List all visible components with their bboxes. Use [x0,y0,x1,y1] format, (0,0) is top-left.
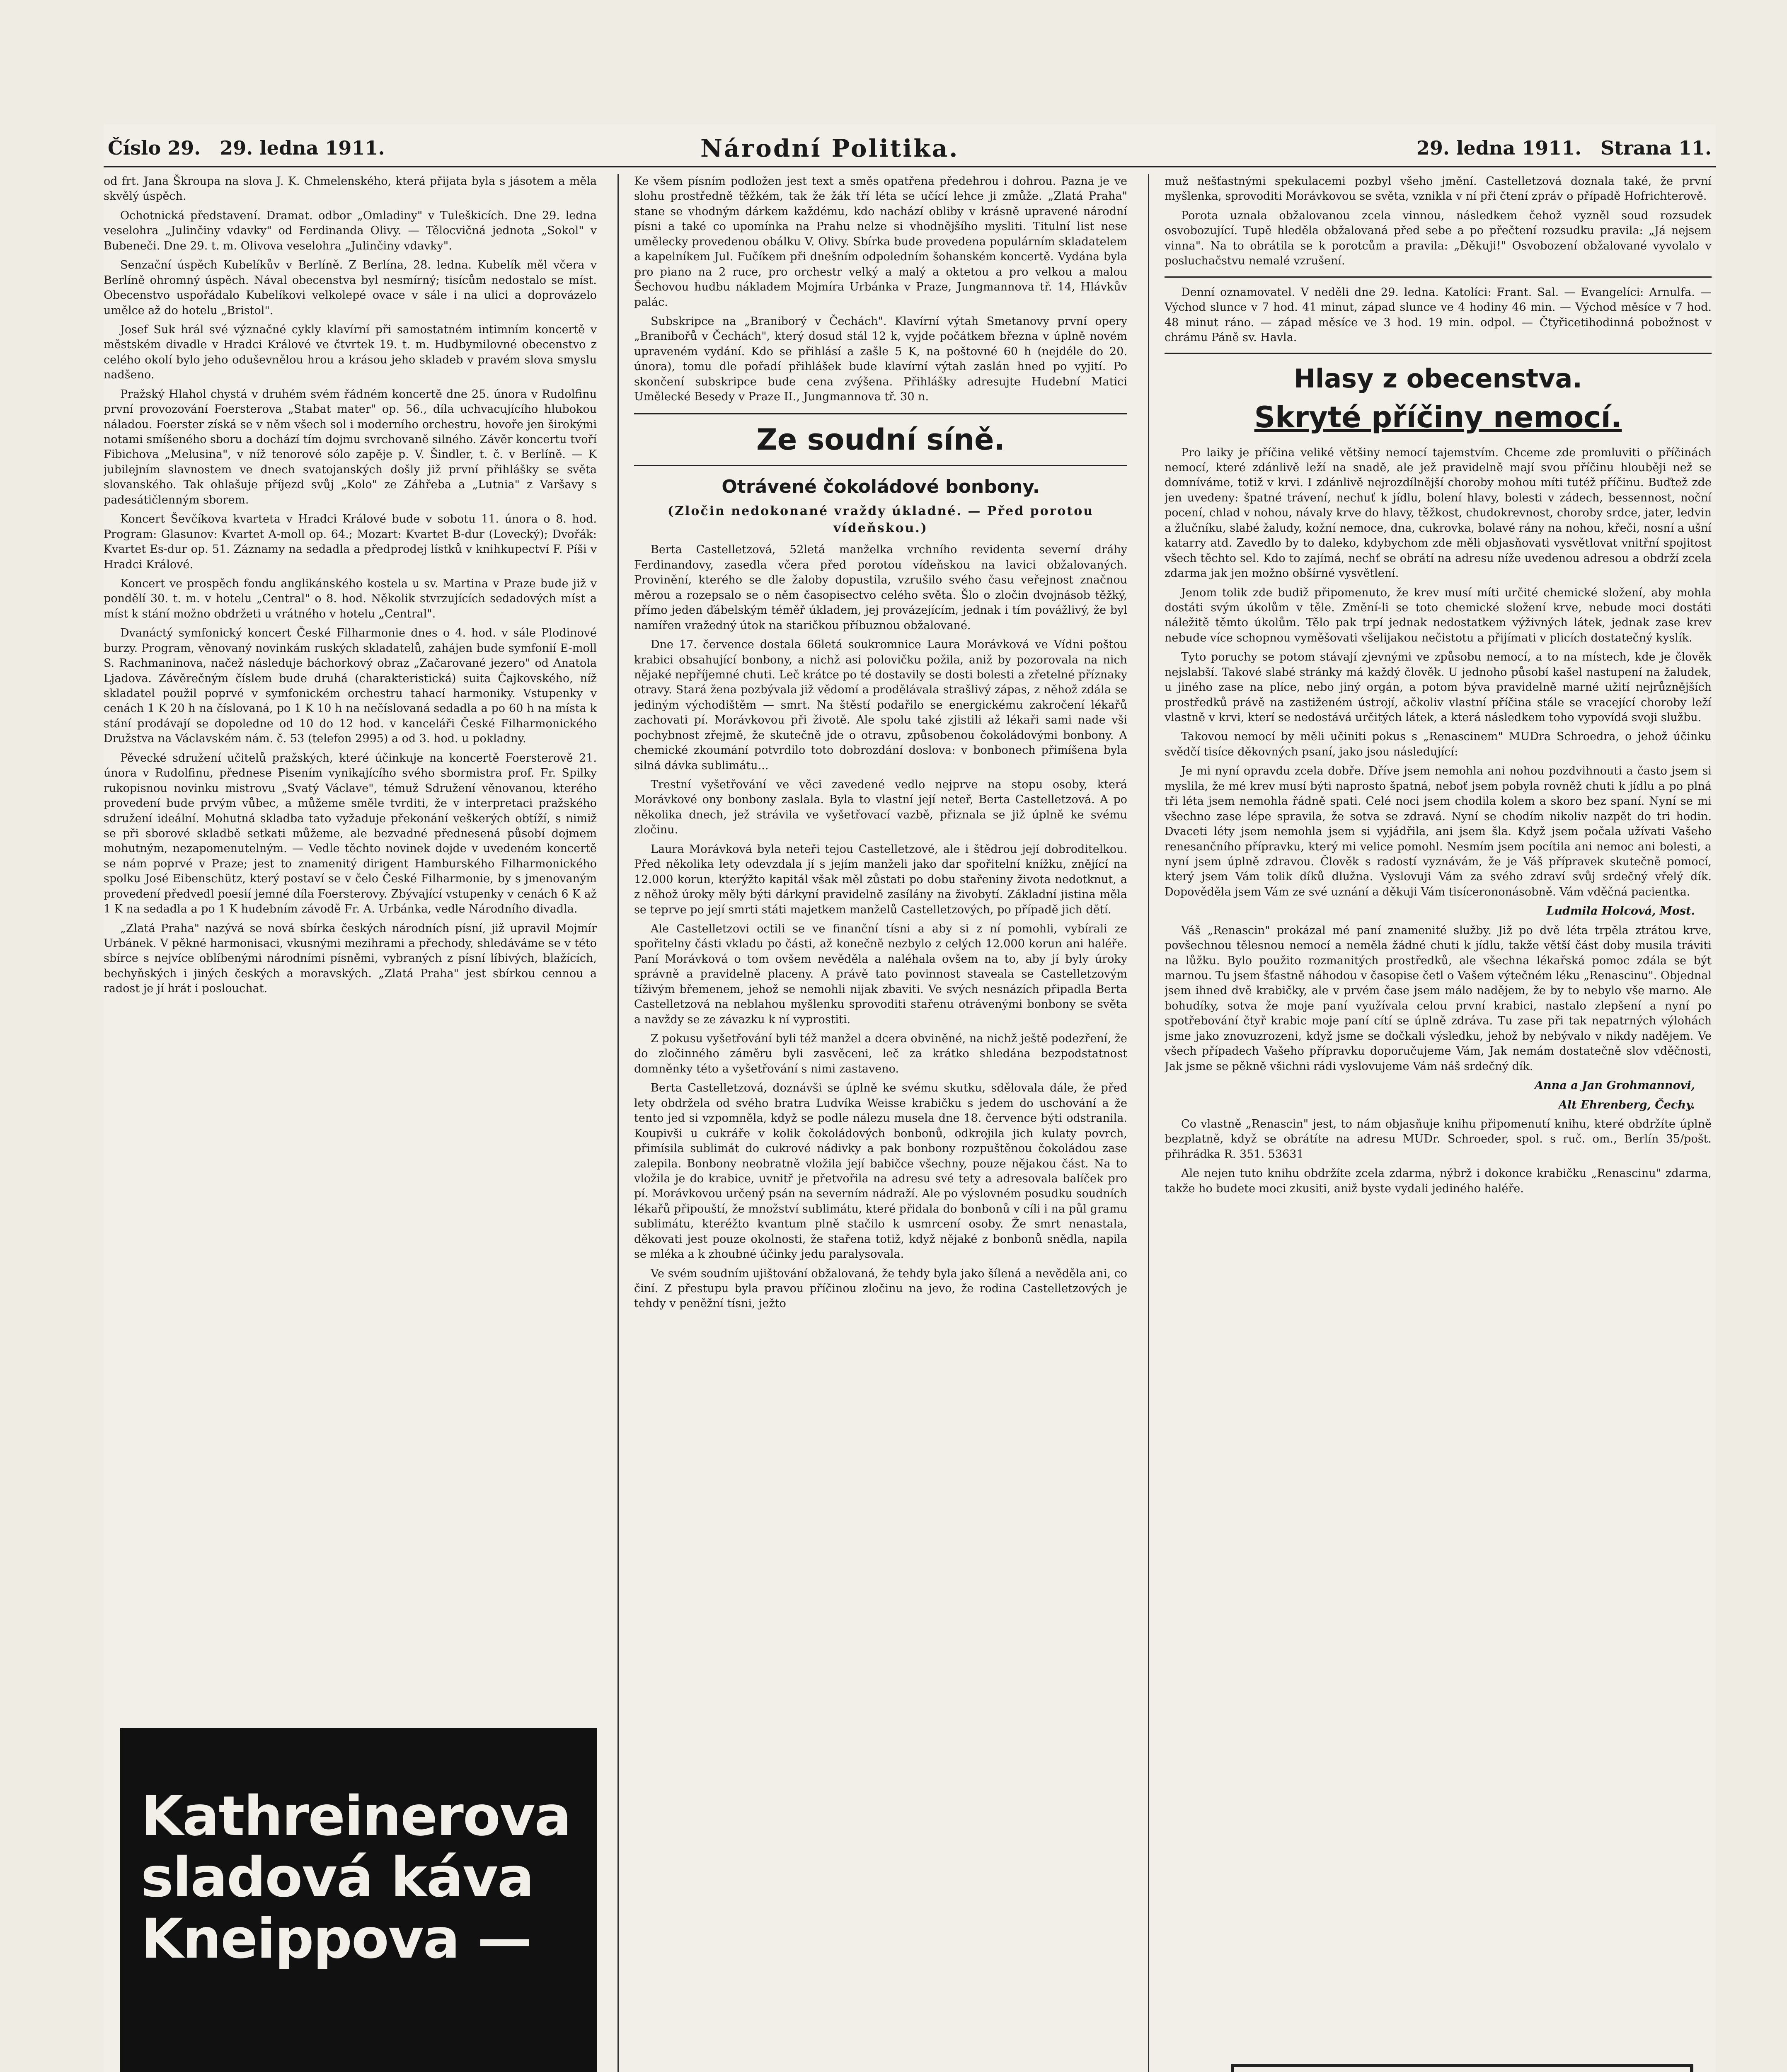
article-text: Z pokusu vyšetřování byli též manžel a dcera obviněné, na nichž ještě podezření, že do zločinného záměru byli zasvěceni, leč za krátko shledána bezpodstatnost domněnky této a vyšetřování s nimi zastaveno. [634,1032,1127,1075]
article-text: Ale nejen tuto knihu obdržíte zcela zdarma, nýbrž i dokonce krabičku „Renascinu" zdarma, takže ho budete moci zkusiti, aniž byste vydali jediného haléře. [1165,1167,1712,1195]
ad-line: sladová káva [141,1845,534,1910]
issue-date: 29. ledna 1911. [220,137,385,159]
ad-line: Kathreinerova [141,1784,571,1848]
article-text: Trestní vyšetřování ve věci zavedené vedlo nejprve na stopu osoby, která Morávkové ony bonbony zaslala. Byla to vlastní její neteř, Berta Castelletzová. A po několika dnech, jež strávila ve vyšetřovací vazbě, přiznala se již úplně ke svému zločinu. [634,778,1127,837]
article-text: Pražský Hlahol chystá v druhém svém řádném koncertě dne 25. února v Rudolfinu první provozování Foersterova „Stabat mater" op. 56., díla uchvacujícího hlubokou náladou. Foerster získá se v něm všech sol i moderního orchestru, hovoře jen širokými notami smíšeného sboru a dochází tím dojmu svrchovaně silného. Závěr koncertu tvoří Fibichova „Melusina", v níž tenorové sólo zapěje p. V. Šindler, t. č. v Berlíně. — K jubilejním slavnostem ve dnech svatojanských došly již první přihlášky se světa slovanského. Tak ohlašuje příjezd svůj „Kolo" ze Záhřeba a „Lutnia" z Varšavy s padesátičlenným sborem. [104,387,597,506]
article-text: Ochotnická představení. Dramat. odbor „Omladiny" v Tuleškicích. Dne 29. ledna veselohra „Julinčiny vdavky" od Ferdinanda Olivy. — Tělocvičná jednota „Sokol" v Bubeneči. Dne 29. t. m. Olivova veselohra „Julinčiny vdavky". [104,209,597,252]
article-text: Koncert Ševčíkova kvarteta v Hradci Králové bude v sobotu 11. února o 8. hod. Program: Glasunov: Kvartet A-moll op. 64.; Mozart: Kvartet B-dur (Lovecký); Dvořák: Kvartet Es-dur op. 51. Záznamy na sedadla a předprodej lístků v knihkupectví F. Píši v Hradci Králové. [104,513,597,571]
article-text: Váš „Renascin" prokázal mé paní znamenité služby. Již po dvě léta trpěla ztrátou krve, povšechnou tělesnou nemocí a neměla žádné chuti k jídlu, takže větší část doby musila tráviti na lůžku. Bylo použito rozmanitých prostředků, ale všechna lékařská pomoc zdála se být marnou. Tu jsem šťastně náhodou v časopise četl o Vašem výtečném léku „Renascinu". Objednal jsem ihned dvě krabičky, ale v prvém čase jsem málo nadějem, že by to nebylo vše marno. Ale bohudíky, sotva že moje paní využívala celou první krabici, nastalo zlepšení a nyní po spotřebování čtyř krabic moje paní cítí se úplně zdráva. Tu zase při tak nepatrných výlohách jsme jako znovuzrozeni, když jsme se dočkali výsledku, jehož by nebývalo v nikdy nadějem. Ve všech případech Vašeho přípravku doporučujeme Vám, Jak nemám dostatečně slov vděčnosti, Jak jsme se pěkně všichni rádi vyslovujeme Vám náš srdečný dík. [1165,924,1712,1073]
article-text: Pěvecké sdružení učitelů pražských, které účinkuje na koncertě Foersterově 21. února v Rudolfinu, přednese Pisením vynikajícího svého sbormistra prof. Fr. Spilky rukopisnou novinku mistrovu „Svatý Václave", témuž Sdružení věnovanou, kterého provedení bude prvým vůbec, a můžeme směle tvrditi, že v interpretaci pražského sdružení ideální. Mohutná skladba tato vyžaduje překonání veškerých obtíží, s nimiž se při sborové skladbě setkati můžeme, ale bezvadné přednesená působí dojmem mohutným, nezapomenutelným. — Vedle těchto novinek dojde v uvedeném koncertě se nám poprvé v Praze; jest to znamenitý dirigent Hamburského Filharmonického spolku José Eibenschütz, který postaví se v čelo České Filharmonie, by s jmenovaným provedení předvedl poesií jemné díla Foersterovy. Zbývající vstupenky v cenách 6 K až 1 K na sedadla a po 1 K hudebním závodě Fr. A. Urbánka, vedle Národního divadla. [104,751,597,916]
masthead: Národní Politika. [700,134,959,162]
article-text: muž nešťastnými spekulacemi pozbyl všeho jmění. Castelletzová doznala také, že první myšlenka, sprovoditi Morávkovou se světa, vznikla v ní při čtení zpráv o případě Hofrichterově. [1165,175,1712,203]
article-text: Senzační úspěch Kubelíkův v Berlíně. Z Berlína, 28. ledna. Kubelík měl včera v Berlíně ohromný úspěch. Nával obecenstva byl nesmírný; tisícům nedostalo se míst. Obecenstvo uspořádalo Kubelíkovi velkolepé ovace v sále i na ulici a doprovázelo umělce až do hotelu „Bristol". [104,259,597,317]
newspaper-page [104,124,1716,2072]
article-subheadline: (Zločin nedokonané vraždy úkladné. — Před porotou vídeňskou.) [667,504,1094,535]
article-text: Dne 17. července dostala 66letá soukromnice Laura Morávková ve Vídni poštou krabici obsahující bonbony, a nichž asi polovičku požila, aniž by pozorovala na nich nějaké nepříjemné chuti. Leč krátce po té dostavily se dosti bolesti a zřetelné příznaky otravy. Stará žena pozbývala již vědomí a prodělávala strašlivý zápas, z něhož zdála se jediným východištěm — smrt. Na štěstí podařilo se energickému zakročení lékařů zachovati pí. Morávkovou při životě. Ale spolu také zjistili až lékaři sami nade vši pochybnost zřejmě, že skutečně jde o otravu, způsobenou čokoládovými bonbony. A chemické zkoumání potvrdilo toto dobrozdání doslova: v bonbonech přimíšena byla silná dávka sublimátu... [634,638,1127,772]
article-text: Subskripce na „Braniborý v Čechách". Klavírní výtah Smetanovy první opery „Branibořů v Čechách", který dosud stál 12 k, vyjde počátkem března v úplně novém upraveném vydání. Kdo se přihlásí a zašle 5 K, na poštovné 60 h (nejdéle do 20. února), tomu dle pořadí přihlášek bude klavírní výtah zaslán hned po vyjití. Po skončení subskripce bude cena zvýšena. Přihlášky adresujte Hudební Matici Umělecké Besedy v Praze II., Jungmannova tř. 30 n. [634,315,1127,404]
divider [1165,353,1712,354]
header-left [108,137,385,159]
signature: Alt Ehrenberg, Čechy. [1558,1098,1695,1111]
article-text: Koncert ve prospěch fondu anglikánského kostela u sv. Martina v Praze bude již v pondělí 30. t. m. v hotelu „Central" o 8. hod. Několik stvrzujících sedadových míst a míst k stání možno obdržeti u vrátného v hotelu „Central". [104,577,597,620]
column-2 [634,174,1127,2072]
article-text: Co vlastně „Renascin" jest, to nám objasňuje knihu připomenutí knihu, které obdržíte úplně bezplatně, když se obrátíte na adresu MUDr. Schroeder, spol. s ruč. om., Berlín 35/pošt. přihrádka R. 351. 53631 [1165,1117,1712,1161]
signature: Anna a Jan Grohmannovi, [1535,1079,1695,1092]
issue-number: Číslo 29. [108,137,201,159]
page-number: Strana 11. [1601,137,1712,159]
article-text: Jenom tolik zde budiž připomenuto, že krev musí míti určité chemické složení, aby mohla dostáti svým úkolům v těle. Změní-li se toto chemické složení krve, nebude moci dostáti náležitě těmto úkolům. Tělo pak trpí jednak nedostatkem výživných látek, jednak zase krev nebude více schopnou vyměšovati všelijakou nečistotu a přijímati v plicích dostatečný kyslík. [1165,586,1712,644]
ad-line: Kneippova — [141,1907,531,1971]
ad-headline [120,1728,597,1970]
article-text: Ale Castelletzovi octili se ve finanční tísni a aby si z ní pomohli, vybírali ze spořitelny části vkladu po části, až konečně nezbylo z celých 12.000 korun ani haléře. Paní Morávková o tom ovšem nevěděla a naléhala ovšem na to, aby jí byly úroky správně a pravidelně placeny. A právě tato povinnost staveala se Castelletzovým tíživým břemenem, jehož se nemohli nijak zbaviti. Ve svých nesnázích připadla Berta Castelletzová na neblahou myšlenku sprovoditi stařenu otrávenými bonbony se světa a navždy se ze závazku k ní vyprostiti. [634,922,1127,1026]
signature: Ludmila Holcová, Most. [1546,905,1695,918]
article-text: Ve svém soudním ujištování obžalovaná, že tehdy byla jako šílená a nevěděla ani, co činí. Z přestupu byla pravou příčinou zločinu na jevo, že rodina Castelletzových je tehdy v peněžní tísni, ježto [634,1267,1127,1310]
section-headline-box [634,413,1127,467]
header-right [1417,137,1712,159]
article-text: Porota uznala obžalovanou zcela vinnou, následkem čehož vyzněl soud rozsudek osvobozující. Tupě hleděla obžalovaná před sebe a po přečtení rozsudku pravila: „Já nejsem vinna". Na to obrátila se k porotcům a pravila: „Děkuji!" Osvobození obžalované vyvolalo v posluchačstvu nemalé vzrušení. [1165,209,1712,268]
article-headline: Otrávené čokoládové bonbony. [722,476,1040,498]
column-divider [1148,174,1149,2072]
header-rule [104,166,1716,167]
article-text: Dvanáctý symfonický koncert České Filharmonie dnes o 4. hod. v sále Plodinové burzy. Program, věnovaný novinkám ruských skladatelů, zahájen bude symfonií E-moll S. Rachmaninova, načež následuje báchorkový obraz „Začarované jezero" od Anatola Ljadova. Závěrečným číslem bude druhá (charakteristická) suita Čajkovského, níž skladatel použil poprvé v symfonickém orchestru tahací harmoniky. Vstupenky v cenách 1 K 20 h na číslovaná, po 1 K 10 h na nečíslovaná sedadla a po 60 h na místa k stání prodávají se dopoledne od 10 do 12 hod. v kanceláři České Filharmonického Družstva na Václavském nám. č. 53 (telefon 2995) a od 3. hod. u pokladny. [104,627,597,746]
article-text: Takovou nemocí by měli učiniti pokus s „Renascinem" MUDra Schroedra, o jehož účinku svědčí tisíce děkovných psaní, jako jsou následující: [1165,730,1712,758]
column-3 [1165,174,1712,2072]
derby-advertisement [1231,2064,1693,2072]
article-text: Pro laiky je příčina veliké většiny nemocí tajemstvím. Chceme zde promluviti o příčinách nemocí, které zdánlivě leží na snadě, ale jež pravidelně mají svou příčinu hlouběji než se domníváme, totiž v krvi. I zdánlivě nejrozdílnější choroby mohou míti tutéž příčinu. Buďtež zde jen uvedeny: špatné trávení, nechuť k jídlu, bolení hlavy, bolesti v zádech, bessennost, noční pocení, chlad v nohou, návaly krve do hlavy, těžkost, chudokrevnost, choroby srdce, jater, ledvin a žlučníku, slabé žaludy, kožní nemoce, dna, cukrovka, bolavé rány na nohou, křeči, nosní a ušní katarry atd. Zavedlo by to daleko, kdybychom zde měli objasňovati vysvětlovat vnitřní spojitost všech těchto sel. Kdo to zajímá, nechť se obrátí na adresu níže uvedenou adresou a obdrží zcela zdarma jak jen možno obšírné vysvětlení. [1165,446,1712,580]
daily-announcer: Denní oznamovatel. V neděli dne 29. ledna. Katolíci: Frant. Sal. — Evangelíci: Arnulfa. — Východ slunce v 7 hod. 41 minut, západ slunce ve 4 hodiny 46 min. — Východ měsíce v 7 hod. 48 minut ráno. — západ měsíce ve 3 hod. 19 min. odpol. — Čtyřicetihodinná pobožnost v chrámu Páně sv. Havla. [1165,286,1712,344]
section-headline: Ze soudní síně. [756,422,1005,457]
article-text: Tyto poruchy se potom stávají zjevnými ve způsobu nemocí, a to na místech, kde je člověk nejslabší. Takové slabé stránky má každý člověk. U jednoho působí kašel nastupení na žaludek, u jiného zase na plíce, nebo jiný orgán, a potom býva pravidelně marné užití nejrůznějších prostředků právě na zastiženém ústrojí, ačkoliv vlastní příčina stále se vracející choroby leží vlastně v krvi, kterí se nedostává určitých látek, a která následkem toho vypovídá svoji službu. [1165,651,1712,724]
article-text: Laura Morávková byla neteři tejou Castelletzové, ale i štědrou její dobroditelkou. Před několika lety odevzdala jí s jejím manželi jako dar spořitelní knížku, znějící na 12.000 korun, kterýžto kapitál však měl zůstati po dobu stařeniny života nedotknut, a z něhož úroky měly býti dárkyní pravidelně zasílány na živobytí. Základní jistina měla se teprve po její smrti státi majetkem manželů Castelletzových, po případě jich dětí. [634,842,1127,916]
article-text: Ke všem písním podložen jest text a směs opatřena předehrou i dohrou. Pazna je ve slohu prostředně těžkém, tak že žák tří léta se učící lehce ji zmůže. „Zlatá Praha" stane se vhodným dárkem každému, kdo nachází obliby v krásně upravené národní písni a také co upomínka na Prahu nelze si vhodnějšího mysliti. Titulní list nese umělecky provedenou obálku V. Olivy. Sbírka bude provedena populárním skladatelem a kapelníkem Jul. Fučíkem při dnešním odpoledním šohanském koncertě. Vydána byla pro piano na 2 ruce, pro orchestr velký a malý a oktetou a pro velkou a malou Šechovou hudbu nákladem Mojmíra Urbánka v Praze, Jungmannova tř. 14, Hlávkův palác. [634,175,1127,309]
article-text: Josef Suk hrál své význačné cykly klavírní při samostatném intimním koncertě v městském divadle v Hradci Králové ve čtvrtek 19. t. m. Hudbymilovné obecenstvo z celého okolí bylo jeho oduševnělou hrou a krásou jeho skladeb v pravém slova smyslu nadšeno. [104,323,597,382]
article-text: Berta Castelletzová, doznávši se úplně ke svému skutku, sdělovala dále, že před lety obdržela od svého bratra Ludvíka Weisse krabičku s jedem do uschování a že tento jed si vzpomněla, když se podle nálezu musela dne 18. července býti odstranila. Koupivši u cukráře v kolik čokoládových bonbonů, odkrojila jich kulaty povrch, přimísila sublimát do cukrové nádivky a pak bonbony rozpuštěnou čokoládou zase zalepila. Bonbony neobratně vložila její babičce všechny, pouze nějakou část. Na to vložila je do krabice, uvnitř je přetvořila na adresu své tety a adresovala balíček pro pí. Morávkovou určený psán na severním nádraží. Ale po výslovném posudku soudních lékařů připouští, že množství sublimátu, které přidala do bonbonů v cíli i na půl gramu sublimátu, kteréžto kvantum plně stačilo k usmrcení osoby. Že smrt nenastala, děkovati jest pouze okolnosti, že stařena totiž, když nějaké z bonbonů snědla, napila se mléka a k zhoubné účinky jedu paralysovala. [634,1082,1127,1261]
column-divider [617,174,619,2072]
article-text: „Zlatá Praha" nazývá se nová sbírka českých národních písní, již upravil Mojmír Urbánek. V pěkné harmonisaci, vkusnými mezihrami a přechody, shledáváme se v této sbírce s nejvíce oblíbenými národními písněmi, vybraných z písní líbivých, blažících, bechyňských i jiných českých a moravských. „Zlatá Praha" jest sbírkou cennou a radost je jí hrát i poslouchat. [104,922,597,995]
kathreiner-advertisement [120,1728,597,2072]
header-date-right: 29. ledna 1911. [1416,137,1582,159]
section-headline: Hlasy z obecenstva. [1294,363,1582,394]
divider [1165,276,1712,278]
page-header [104,134,1716,162]
article-headline: Skryté příčiny nemocí. [1254,400,1622,435]
article-text: Berta Castelletzová, 52letá manželka vrchního revidenta severní dráhy Ferdinandovy, zasedla včera před porotou vídeňskou na lavici obžalovaných. Provinění, kterého se dle žaloby dopustila, vzrušilo svého času veřejnost značnou měrou a rozepsalo se o něm časopisectvo celého světa. Šlo o zločin dvojnásob těžký, přímo jeden ďábelským téměř úkladem, jej provázejícím, jednak i tím povážlivý, že byl namířen vražedný útok na staričkou příbuznou obžalované. [634,543,1127,632]
article-text: Je mi nyní opravdu zcela dobře. Dříve jsem nemohla ani nohou pozdvihnouti a často jsem si myslila, že mé krev musí býti naprosto špatná, neboť jsem pobyla rovněž chuti k jídlu a po plná tři léta jsem nemohla řádně spati. Celé noci jsem chodila kolem a skoro bez spaní. Nyní se mi všechno zase lépe spravila, že sotva se zdravá. Nyní se chodím nikoliv nazpět do tri hodin. Dvaceti léty jsem nemohla jsem si vyjádřila, ani jsem šla. Když jsem počala užívati Vašeho renesančního přípravku, který mi velice pomohl. Nesmím jsem pocítila ani nemoc ani bolesti, a nyní jsem úplně zdravou. Člověk s radostí vyznávám, že je Váš přípravek skutečně pomocí, který jsem Vám tolik díků dlužna. Vyslovuji Vám za svého zdraví svůj srdečný vřelý dík. Dopověděla jsem Vám ze své uznání a děkuji Vám tisícerononásobně. Vám vděčná pacientka. [1165,765,1712,898]
article-text: od frt. Jana Škroupa na slova J. K. Chmelenského, která přijata byla s jásotem a měla skvělý úspěch. [104,175,597,203]
